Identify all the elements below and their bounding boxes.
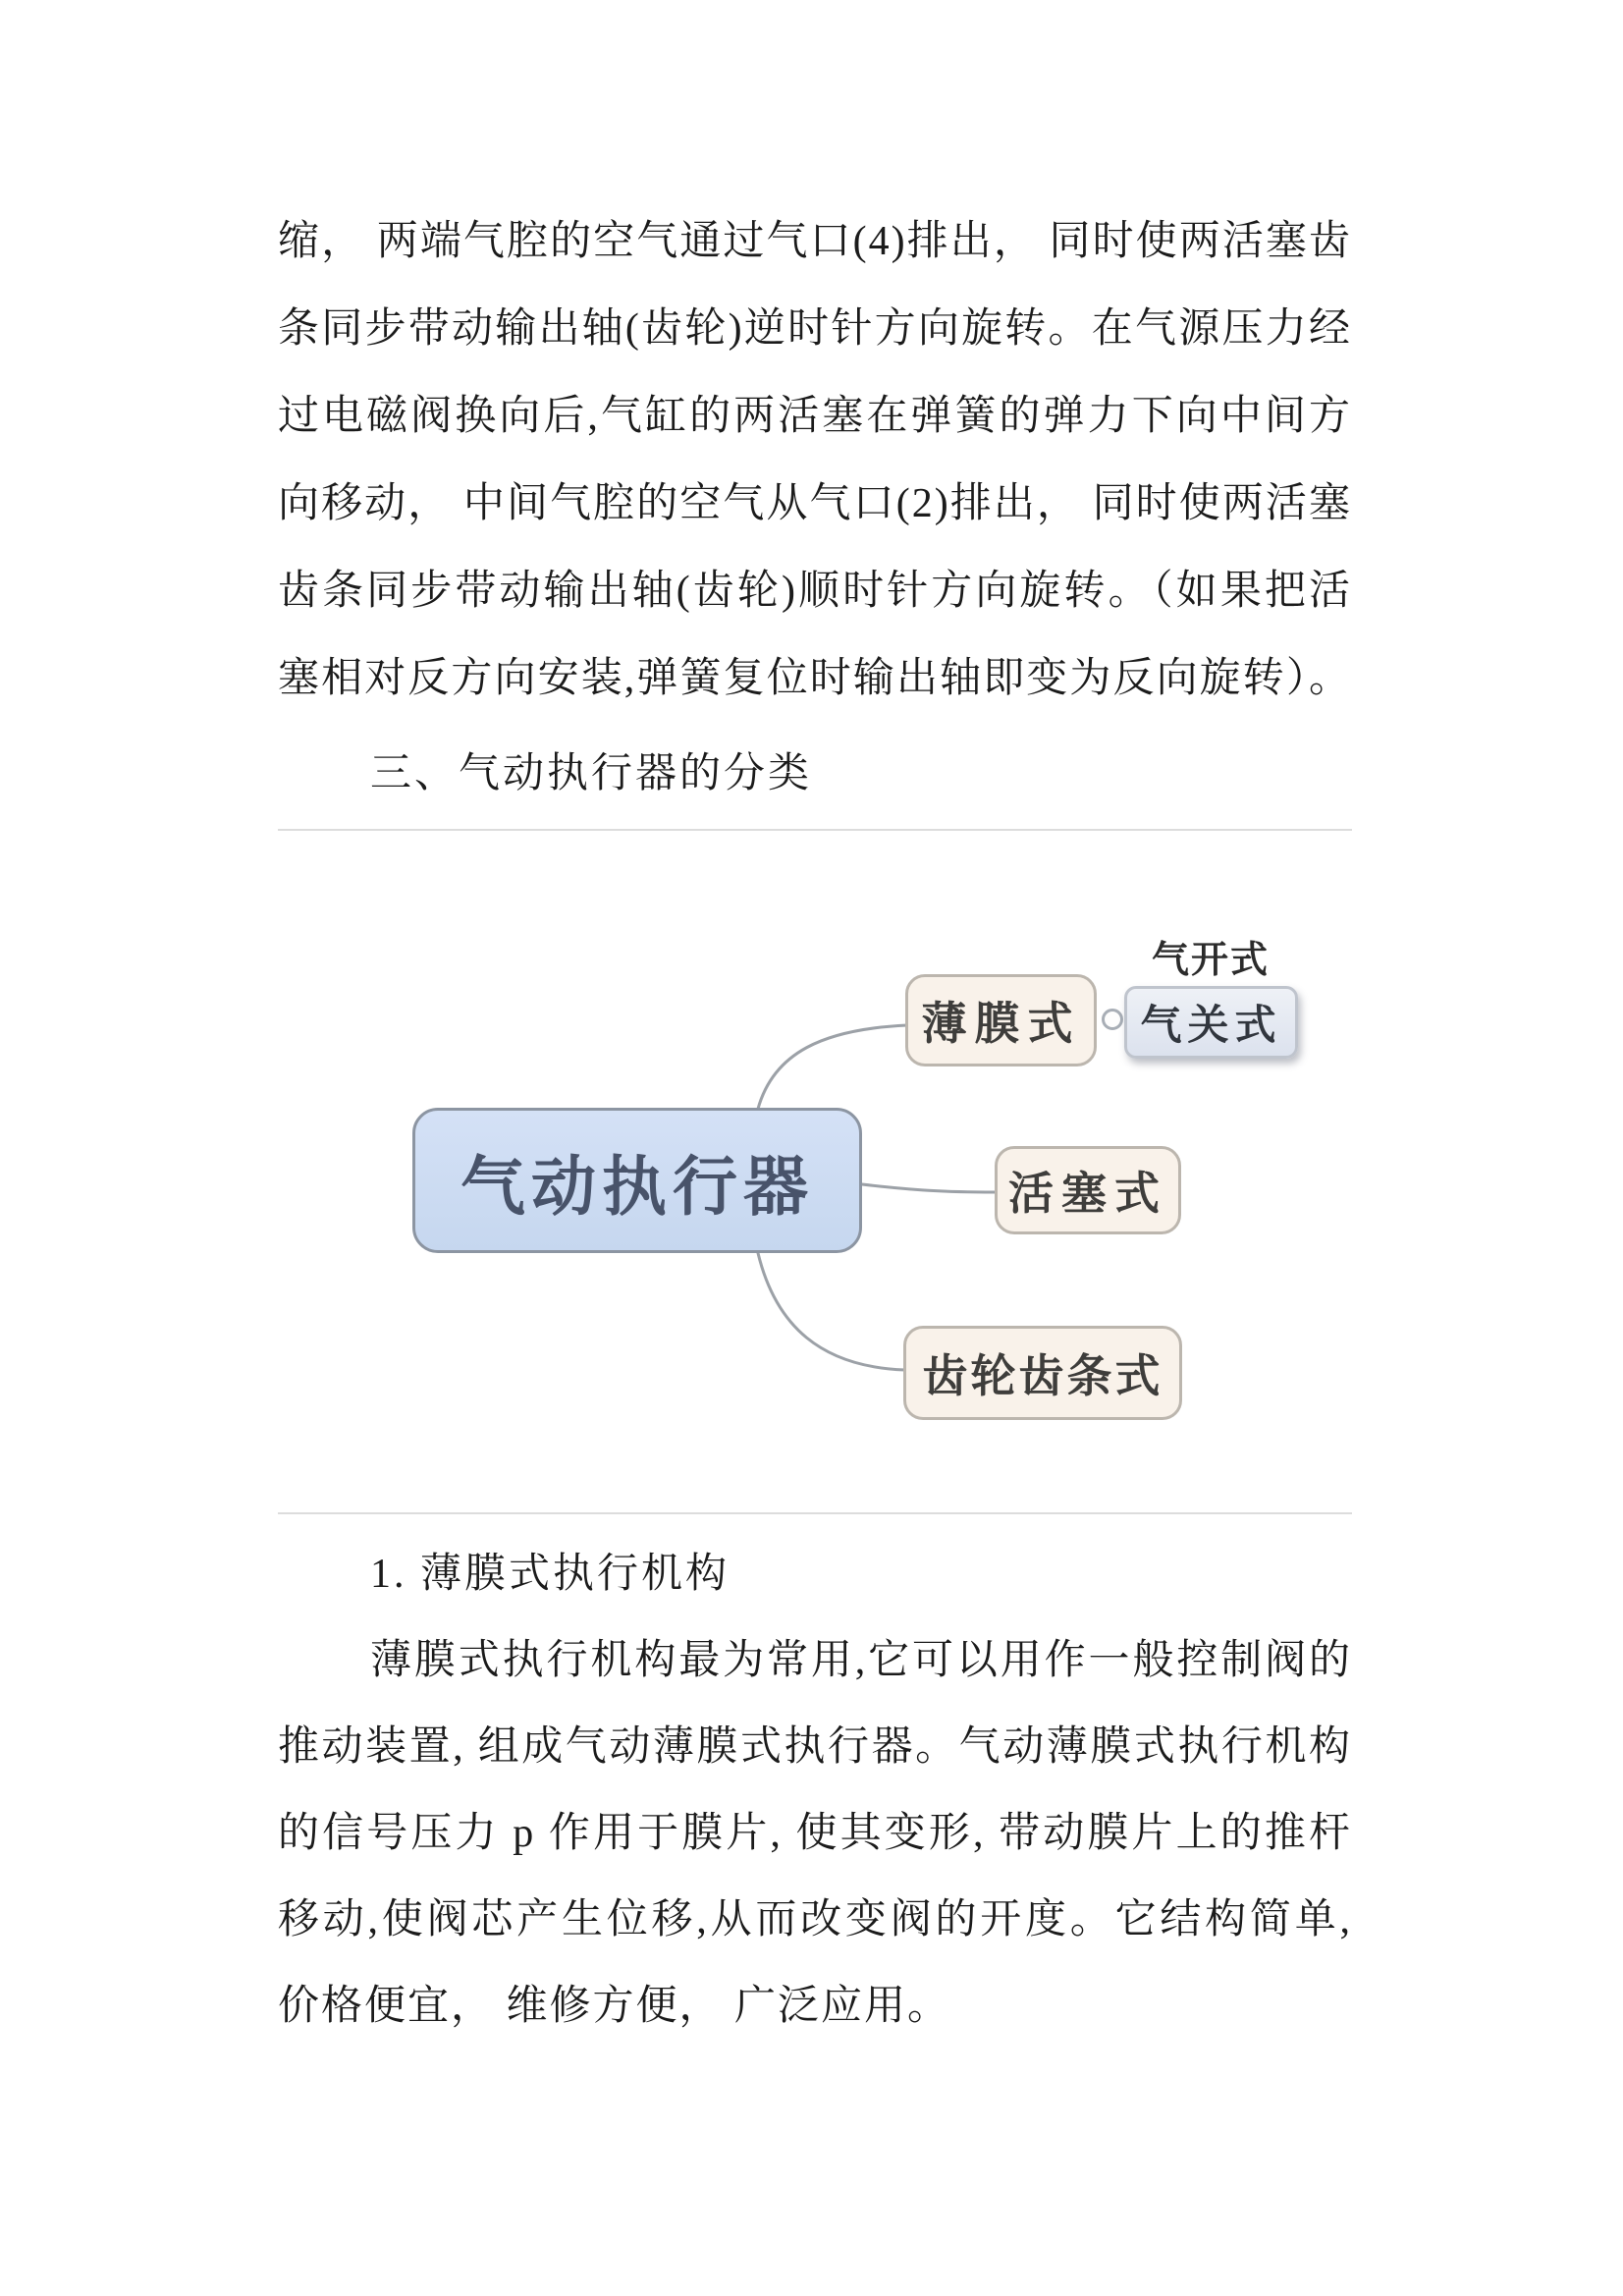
section-heading: 三、气动执行器的分类 bbox=[370, 751, 813, 796]
diagram-node-rack-label: 齿轮齿条式 bbox=[922, 1351, 1163, 1401]
diagram-air-open-label: 气开式 bbox=[1151, 940, 1270, 981]
paragraph-bottom bbox=[278, 1617, 1352, 2050]
connector-to-rack bbox=[758, 1253, 905, 1370]
diagram-node-rack bbox=[903, 1326, 1182, 1420]
subsection-heading: 1. 薄膜式执行机构 bbox=[370, 1552, 730, 1597]
body-text-line: 推动装置, 组成气动薄膜式执行器。气动薄膜式执行机构 bbox=[278, 1724, 1352, 1770]
paragraph-top bbox=[278, 198, 1352, 723]
divider-line bbox=[278, 1512, 1352, 1514]
diagram-node-air-close bbox=[1124, 986, 1298, 1059]
diagram-root-label: 气动执行器 bbox=[460, 1151, 814, 1224]
body-text-line: 的信号压力 p 作用于膜片, 使其变形, 带动膜片上的推杆 bbox=[278, 1811, 1352, 1856]
connector-to-piston bbox=[862, 1184, 995, 1192]
diagram-node-air-close-label: 气关式 bbox=[1140, 1004, 1282, 1049]
body-text-line: 过电磁阀换向后,气缸的两活塞在弹簧的弹力下向中间方 bbox=[278, 394, 1352, 439]
body-text-line: 移动,使阀芯产生位移,从而改变阀的开度。它结构简单, bbox=[278, 1897, 1352, 1942]
body-text-line: 条同步带动输出轴(齿轮)逆时针方向旋转。在气源压力经 bbox=[278, 306, 1352, 352]
diagram-node-membrane-label: 薄膜式 bbox=[921, 999, 1081, 1049]
connector-to-membrane bbox=[758, 1025, 907, 1109]
body-text-line: 价格便宜， 维修方便， 广泛应用。 bbox=[278, 1984, 951, 2029]
diagram-node-membrane bbox=[905, 974, 1097, 1066]
body-text-line: 向移动， 中间气腔的空气从气口(2)排出， 同时使两活塞 bbox=[278, 481, 1352, 526]
body-text-line: 齿条同步带动输出轴(齿轮)顺时针方向旋转。（如果把活 bbox=[278, 569, 1352, 614]
divider-line bbox=[278, 829, 1352, 831]
body-text-line: 缩， 两端气腔的空气通过气口(4)排出， 同时使两活塞齿 bbox=[278, 219, 1352, 264]
diagram-root-node bbox=[412, 1108, 862, 1253]
diagram-link-circle-icon bbox=[1102, 1009, 1123, 1030]
body-text-line: 薄膜式执行机构最为常用,它可以用作一般控制阀的 bbox=[370, 1638, 1352, 1683]
diagram-node-piston-label: 活塞式 bbox=[1008, 1169, 1167, 1219]
diagram-node-piston bbox=[995, 1146, 1181, 1234]
body-text-line: 塞相对反方向安装,弹簧复位时输出轴即变为反向旋转）。 bbox=[278, 656, 1352, 701]
